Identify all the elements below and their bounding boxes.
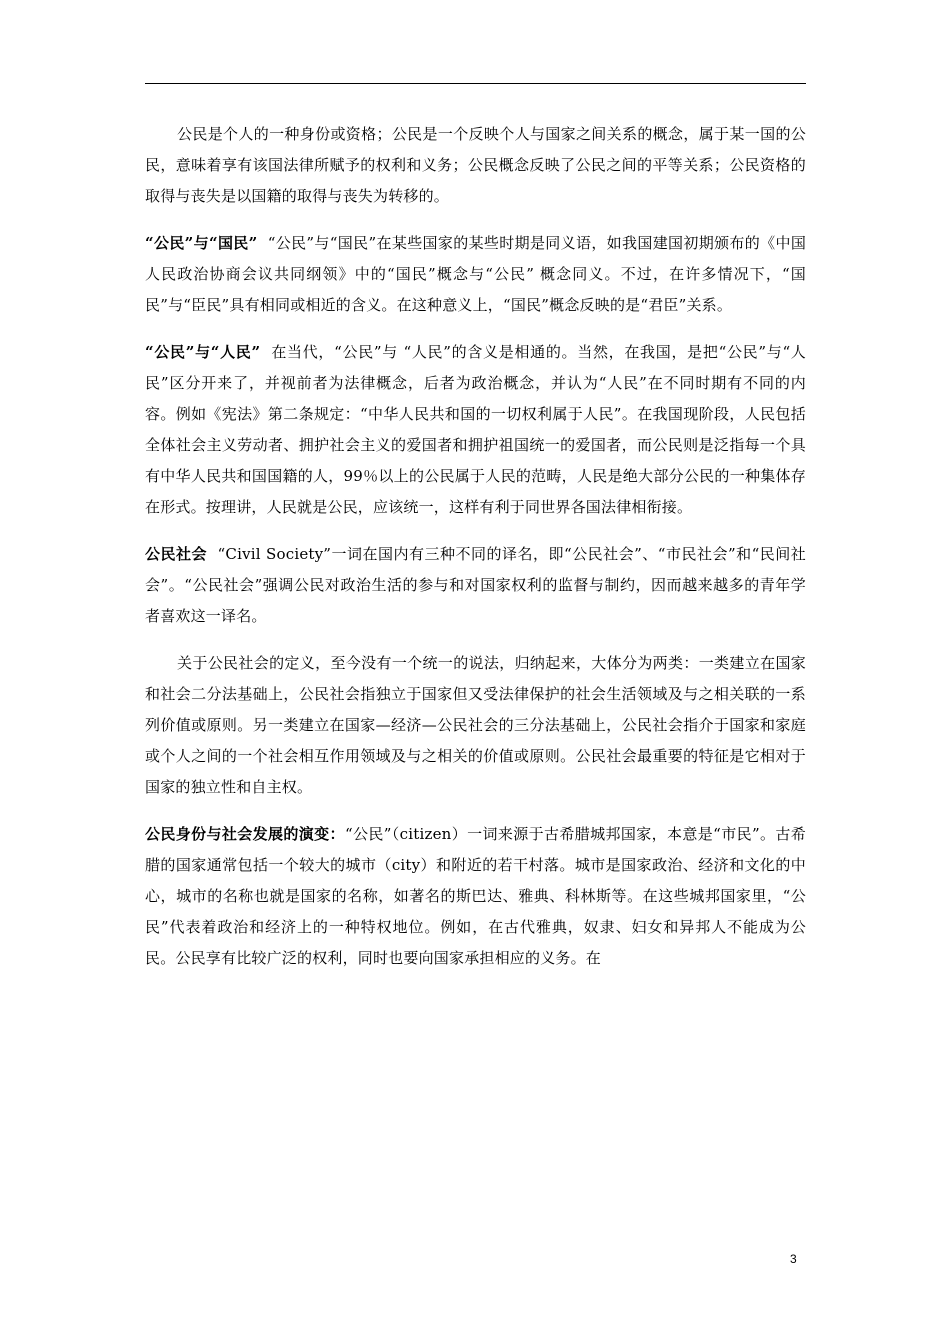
term-heading: 公民社会 — [145, 545, 207, 563]
term-heading: 公民身份与社会发展的演变： — [145, 825, 345, 843]
document-body — [145, 119, 806, 974]
paragraph-citizen-definition — [145, 119, 806, 212]
page-number: 3 — [790, 1252, 797, 1266]
paragraph-civil-society — [145, 539, 806, 632]
paragraph-citizen-vs-national — [145, 228, 806, 321]
term-heading: “公民”与“人民” — [145, 343, 261, 361]
paragraph-citizen-evolution — [145, 819, 806, 974]
paragraph-citizen-vs-people — [145, 337, 806, 523]
paragraph-text: “公民”与“国民”在某些国家的某些时期是同义语，如我国建国初期颁布的《中国人民政治协商会议共同纲领》中的“国民”概念与“公民” 概念同义。不过，在许多情况下，“国民”与“臣民”具有相同或相近的含义。在这种意义上，“国民”概念反映的是“君臣”关系。 — [145, 234, 807, 314]
term-heading: “公民”与“国民” — [145, 234, 258, 252]
paragraph-text: 在当代，“公民”与 “人民”的含义是相通的。当然，在我国，是把“公民”与“人民”区分开来了，并视前者为法律概念，后者为政治概念，并认为“人民”在不同时期有不同的内容。例如《宪法》第二条规定：“中华人民共和国的一切权利属于人民”。在我国现阶段，人民包括全体社会主义劳动者、拥护社会主义的爱国者和拥护祖国统一的爱国者，而公民则是泛指每一个具有中华人民共和国国籍的人，99％以上的公民属于人民的范畴，人民是绝大部分公民的一种集体存在形式。按理讲，人民就是公民，应该统一，这样有利于同世界各国法律相衔接。 — [145, 343, 807, 516]
paragraph-civil-society-definition — [145, 648, 806, 803]
paragraph-text: “Civil Society”一词在国内有三种不同的译名，即“公民社会”、“市民社会”和“民间社会”。“公民社会”强调公民对政治生活的参与和对国家权利的监督与制约，因而越来越多的青年学者喜欢这一译名。 — [145, 545, 806, 625]
paragraph-text: 公民是个人的一种身份或资格；公民是一个反映个人与国家之间关系的概念，属于某一国的公民，意味着享有该国法律所赋予的权利和义务；公民概念反映了公民之间的平等关系；公民资格的取得与丧失是以国籍的取得与丧失为转移的。 — [145, 125, 806, 205]
header-rule — [145, 83, 806, 84]
paragraph-text: 关于公民社会的定义，至今没有一个统一的说法，归纳起来，大体分为两类：一类建立在国家和社会二分法基础上，公民社会指独立于国家但又受法律保护的社会生活领域及与之相关联的一系列价值或原则。另一类建立在国家—经济—公民社会的三分法基础上，公民社会指介于国家和家庭或个人之间的一个社会相互作用领域及与之相关的价值或原则。公民社会最重要的特征是它相对于国家的独立性和自主权。 — [145, 654, 806, 796]
paragraph-text: “公民”（citizen）一词来源于古希腊城邦国家，本意是“市民”。古希腊的国家通常包括一个较大的城市（city）和附近的若干村落。城市是国家政治、经济和文化的中心，城市的名称也就是国家的名称，如著名的斯巴达、雅典、科林斯等。在这些城邦国家里，“公民”代表着政治和经济上的一种特权地位。例如，在古代雅典，奴隶、妇女和异邦人不能成为公民。公民享有比较广泛的权利，同时也要向国家承担相应的义务。在 — [145, 825, 806, 967]
